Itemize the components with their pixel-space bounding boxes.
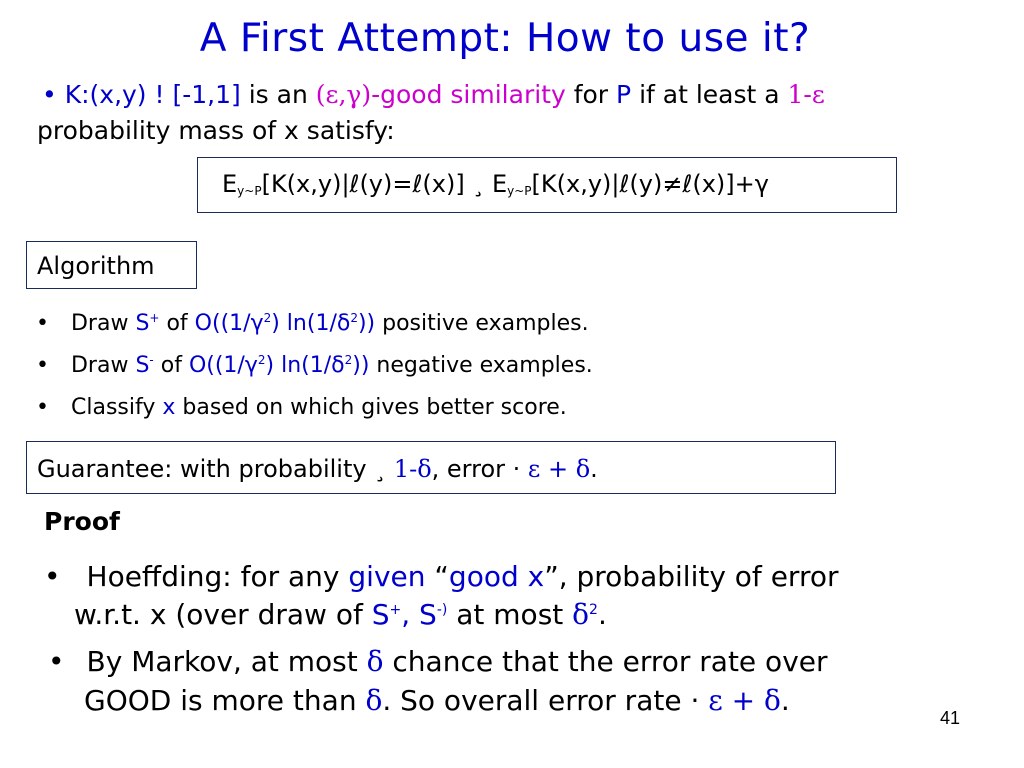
- period: .: [780, 684, 790, 717]
- step-text: Draw: [70, 353, 136, 378]
- good-x: good x: [448, 560, 545, 593]
- for-text: for: [565, 80, 617, 109]
- of-text: of: [159, 311, 195, 336]
- complexity-part: )): [357, 311, 376, 336]
- plus-sign: +: [149, 311, 160, 325]
- proof-text: w.r.t. x (over draw of: [74, 598, 372, 631]
- definition-line-1: [42, 80, 825, 109]
- proof-label: Proof: [44, 507, 120, 536]
- one-minus-eps: 1-ε: [787, 80, 825, 109]
- period: .: [597, 598, 607, 631]
- bullet: •: [42, 80, 57, 109]
- algorithm-label: Algorithm: [37, 252, 155, 280]
- step-text: Classify: [70, 395, 163, 420]
- definition-line-2: probability mass of x satisfy:: [37, 116, 395, 145]
- bullet: •: [44, 560, 61, 593]
- eps-symbol: ε: [708, 684, 723, 717]
- is-an-text: is an: [240, 80, 316, 109]
- delta-symbol: δ: [365, 684, 383, 717]
- proof-text: “: [425, 560, 449, 593]
- proof-text: at most: [447, 598, 573, 631]
- subscript-2: y~P: [507, 184, 532, 198]
- given-word: given: [348, 560, 426, 593]
- delta-symbol: δ: [764, 684, 781, 717]
- x-var: x: [162, 395, 176, 420]
- proof-markov-line-1: [48, 645, 828, 678]
- complexity-part: O((1/γ: [188, 353, 258, 378]
- slide-title: A First Attempt: How to use it?: [199, 16, 811, 61]
- step-positive: [36, 311, 589, 336]
- delta-symbol: δ: [366, 645, 384, 678]
- set-s-plus: S: [135, 311, 150, 336]
- if-at-least-text: if at least a: [631, 80, 788, 109]
- plus: +: [540, 455, 576, 483]
- bullet: •: [36, 395, 49, 420]
- of-text: of: [153, 353, 189, 378]
- good-similarity: -good similarity: [371, 80, 566, 109]
- exponent: 2: [350, 311, 358, 325]
- complexity-part: ) ln(1/δ: [271, 311, 351, 336]
- proof-hoeffding-line-2: [74, 598, 607, 631]
- kernel-label: K:(x,y) ! [-1,1]: [64, 80, 241, 109]
- step-tail: positive examples.: [375, 311, 589, 336]
- delta-symbol: δ: [575, 455, 591, 483]
- step-tail: based on which gives better score.: [175, 395, 567, 420]
- exponent: 2: [344, 353, 353, 367]
- proof-hoeffding-line-1: [44, 560, 838, 593]
- proof-text: chance that the error rate over: [383, 645, 828, 678]
- expectation-1: E: [222, 170, 238, 198]
- error-text: , error ·: [431, 455, 528, 483]
- proof-text: ”, probability of error: [544, 560, 839, 593]
- formula: [222, 170, 769, 198]
- proof-markov-line-2: [84, 684, 790, 717]
- formula-part-1: [K(x,y)|ℓ(y)=ℓ(x)] ¸: [261, 170, 492, 198]
- subscript-1: y~P: [237, 184, 262, 198]
- formula-part-2: [K(x,y)|ℓ(y)≠ℓ(x)]+γ: [531, 170, 769, 198]
- set-s-plus: S: [371, 598, 390, 631]
- bullet: •: [36, 353, 49, 378]
- bullet: •: [36, 311, 49, 336]
- exponent: 2: [589, 602, 598, 618]
- period: .: [590, 455, 598, 483]
- proof-text: Hoeffding: for any: [86, 560, 349, 593]
- proof-text: GOOD is more than: [84, 684, 366, 717]
- one-minus-delta: 1-δ: [393, 455, 432, 483]
- set-s-minus: S: [135, 353, 150, 378]
- expectation-2: E: [491, 170, 508, 198]
- exponent: 2: [263, 311, 272, 325]
- minus-sign: -): [436, 602, 448, 618]
- complexity-part: )): [352, 353, 370, 378]
- step-text: Draw: [70, 311, 136, 336]
- delta-symbol: δ: [572, 598, 590, 631]
- eps-symbol: ε: [527, 455, 541, 483]
- minus-sign: -: [149, 353, 154, 367]
- complexity: [195, 311, 375, 336]
- complexity-part: ) ln(1/δ: [265, 353, 345, 378]
- proof-text: . So overall error rate ·: [382, 684, 709, 717]
- bullet: •: [48, 645, 65, 678]
- step-classify: [36, 395, 567, 420]
- plus-sign: +: [389, 602, 402, 618]
- step-tail: negative examples.: [369, 353, 593, 378]
- guarantee-text: Guarantee: with probability ¸: [37, 455, 394, 483]
- proof-text: By Markov, at most: [86, 645, 367, 678]
- plus: +: [722, 684, 765, 717]
- page-number: 41: [940, 708, 961, 728]
- step-negative: [36, 353, 593, 378]
- complexity: [189, 353, 369, 378]
- set-s-minus: S: [419, 598, 437, 631]
- eps-gamma: (ε,γ): [315, 80, 372, 109]
- guarantee: [37, 455, 598, 483]
- exponent: 2: [257, 353, 266, 367]
- comma: ,: [401, 598, 420, 631]
- complexity-part: O((1/γ: [194, 311, 264, 336]
- p-label: P: [616, 80, 632, 109]
